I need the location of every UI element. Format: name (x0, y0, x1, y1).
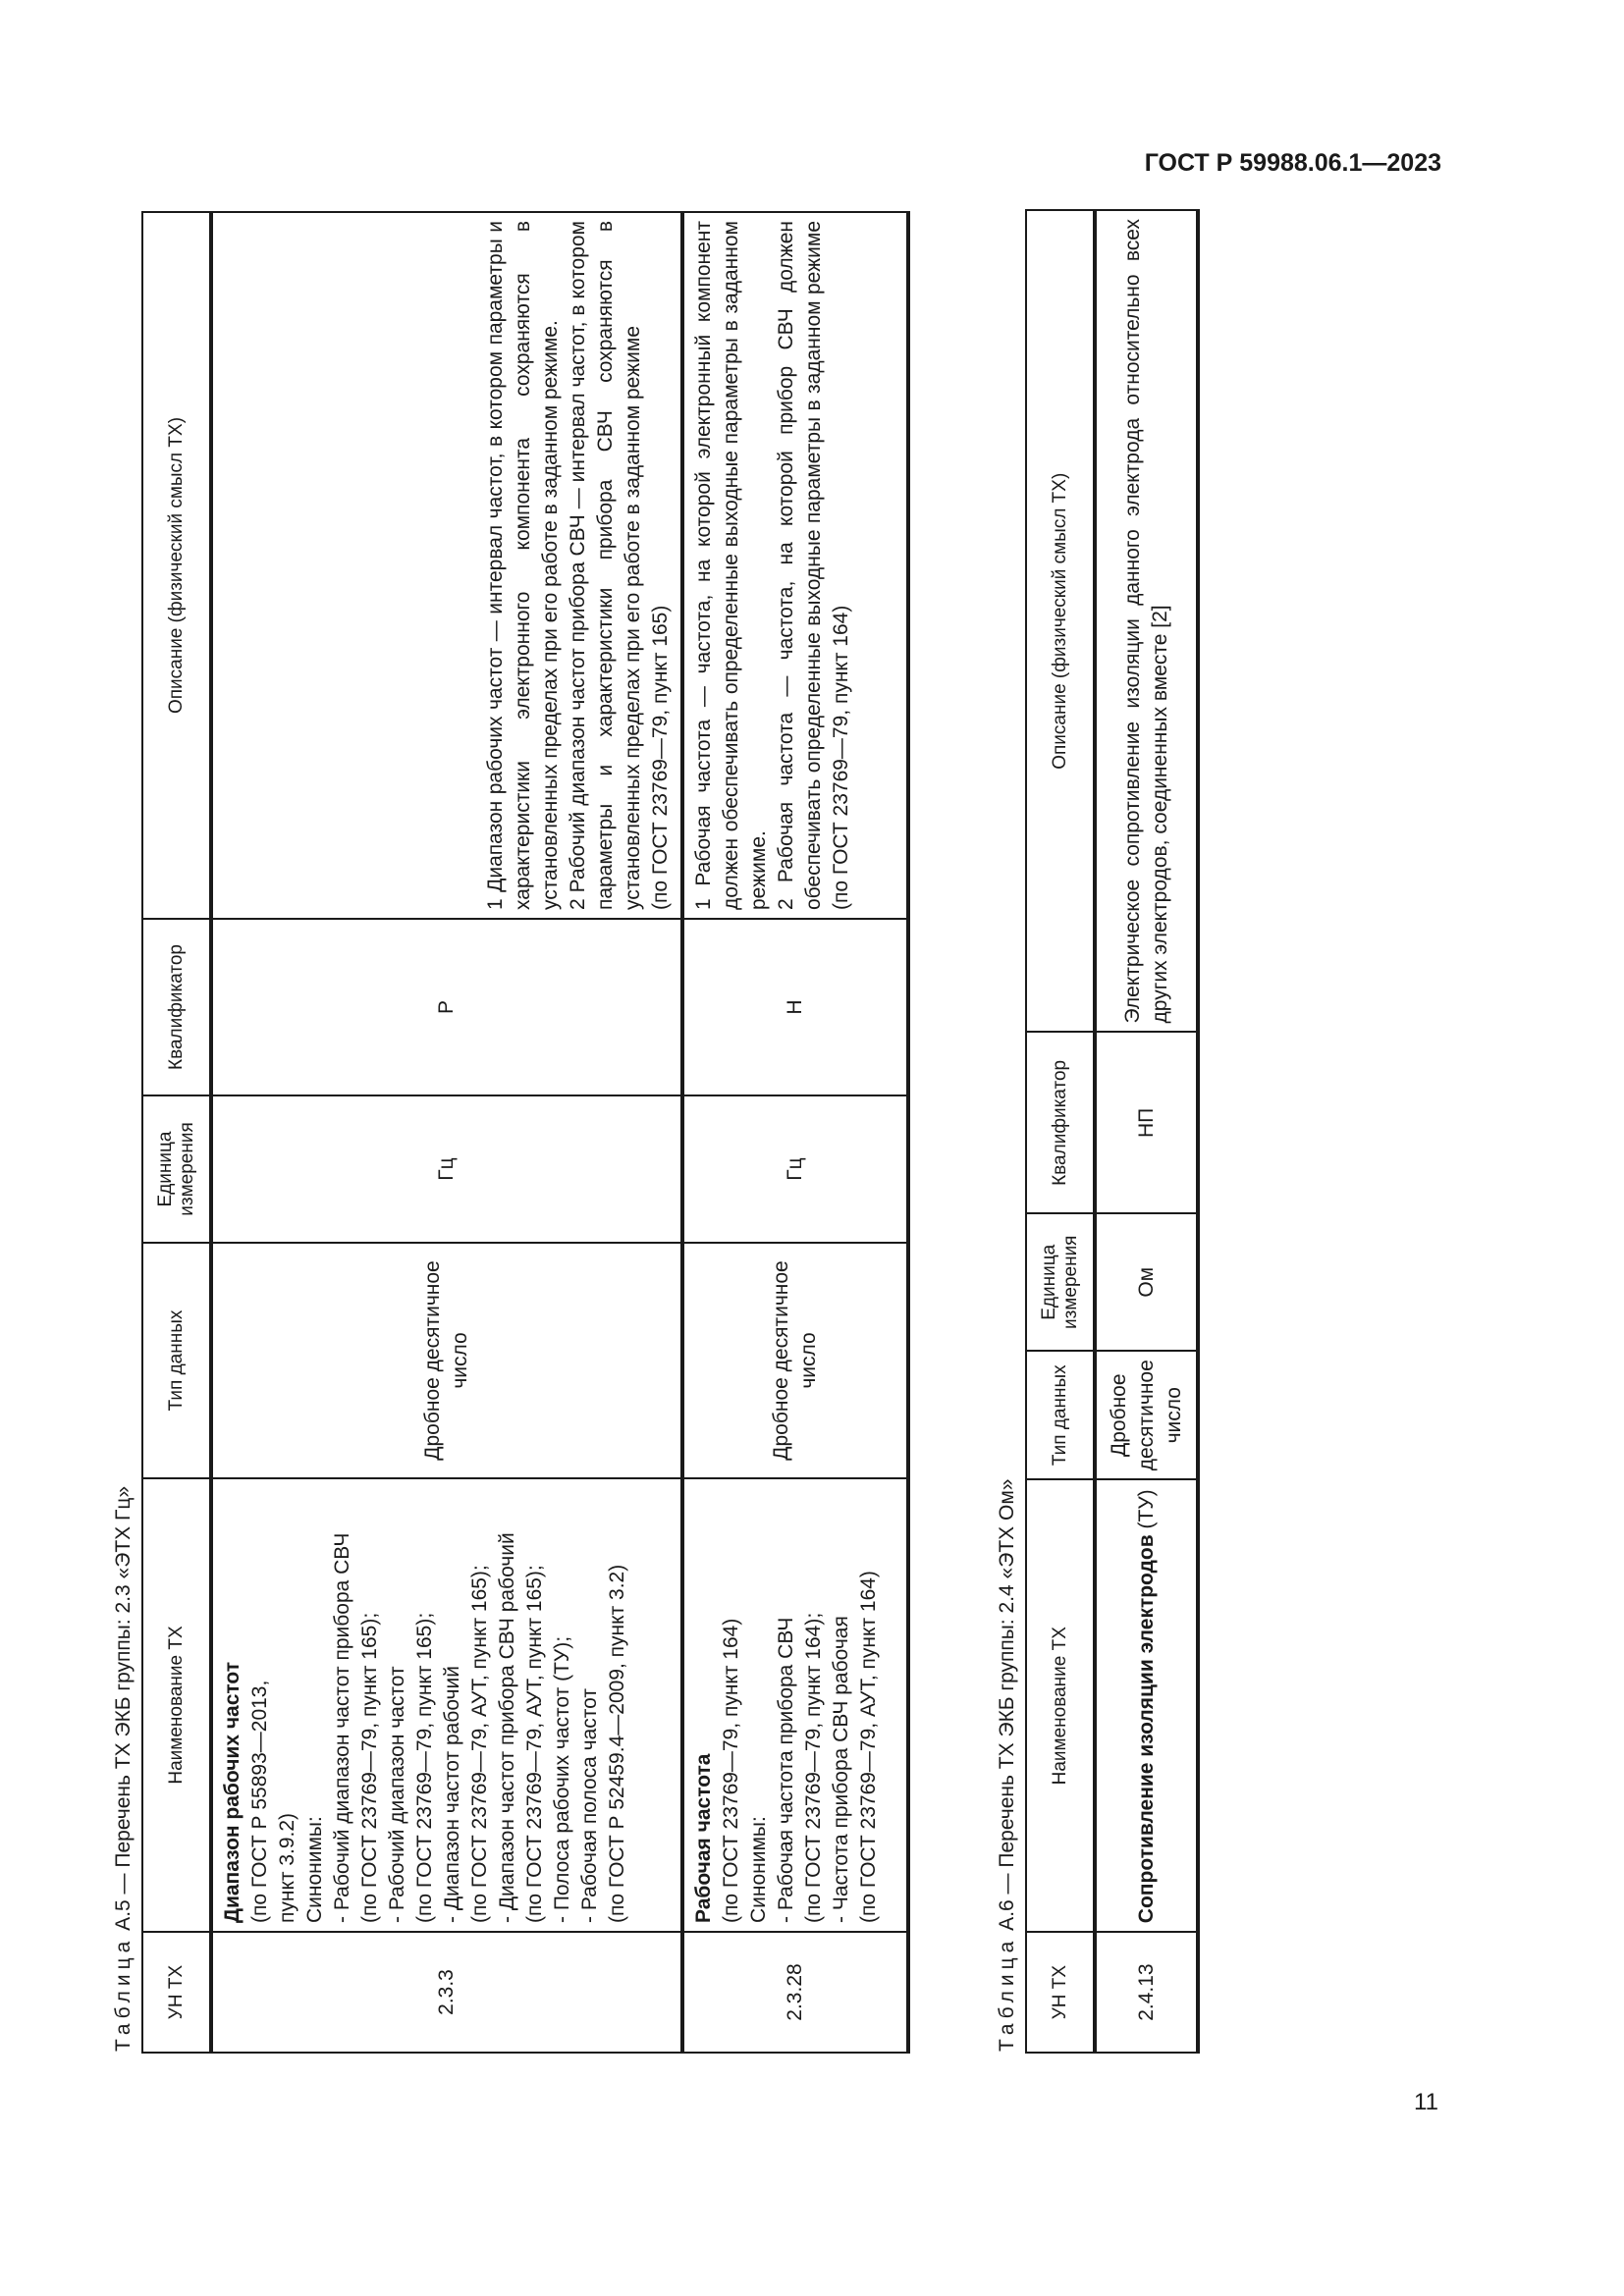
page-number: 11 (1414, 2089, 1438, 2115)
cell-unit: Гц (682, 1095, 908, 1243)
col-header-description: Описание (физический смысл ТХ) (142, 212, 211, 919)
description-line: 1 Рабочая частота — частота, на которой электронный компонент должен обеспечивать определенные выходные параметры в заданном режиме. (692, 221, 770, 910)
table-a5-block (110, 209, 969, 2059)
name-line: - Рабочий диапазон частот (386, 1666, 408, 1923)
name-line: Синонимы: (747, 1816, 770, 1923)
description-line: 1 Диапазон рабочих частот — интервал частот, в котором параметры и характеристики электронного компонента сохраняются в установленных пределах при его работе в заданном режиме. (484, 221, 562, 910)
standard-designation: ГОСТ Р 59988.06.1—2023 (1144, 149, 1441, 177)
cell-code: 2.3.28 (682, 1932, 908, 2053)
description-line: 2 Рабочая частота — частота, на которой прибор СВЧ должен обеспечивать определенные выходные параметры в заданном режиме (по ГОСТ 23769—79, пункт 164) (775, 221, 852, 910)
cell-name (1095, 1479, 1198, 1932)
table-row (1095, 210, 1198, 2053)
col-header-unit: Единица измерения (142, 1095, 211, 1243)
name-bold: Рабочая частота (692, 1753, 715, 1923)
col-header-description: Описание (физический смысл ТХ) (1026, 210, 1095, 1032)
name-line: - Диапазон частот рабочий (441, 1666, 463, 1923)
caption-text: А.5 — Перечень ТХ ЭКБ группы: 2.3 «ЭТХ Гц» (112, 1485, 135, 1931)
col-header-unit: Единица измерения (1026, 1213, 1095, 1351)
cell-code: 2.4.13 (1095, 1932, 1198, 2053)
col-header-qualifier: Квалификатор (142, 919, 211, 1095)
name-line: (по ГОСТ 23769—79, пункт 164) (720, 1618, 742, 1923)
caption-text: А.6 — Перечень ТХ ЭКБ группы: 2.4 «ЭТХ Ом» (996, 1478, 1018, 1931)
name-line: (по ГОСТ Р 52459.4—2009, пункт 3.2) (606, 1564, 628, 1923)
name-line: - Рабочая полоса частот (578, 1688, 601, 1923)
name-line: (по ГОСТ 23769—79, пункт 165); (358, 1612, 381, 1923)
col-header-type: Тип данных (142, 1243, 211, 1478)
table-a5-caption (110, 209, 141, 2059)
table-row (211, 212, 682, 2053)
cell-type: Дробное десятичное число (211, 1243, 682, 1478)
cell-name (211, 1478, 682, 1932)
name-line: - Полоса рабочих частот (ТУ); (551, 1635, 573, 1923)
cell-type: Дробное десятичное число (1095, 1351, 1198, 1479)
col-header-name: Наименование ТХ (1026, 1479, 1095, 1932)
description-line: 2 Рабочий диапазон частот прибора СВЧ — интервал частот, в котором параметры и характеристики прибора СВЧ сохраняются в установленных пределах при его работе в заданном режиме (567, 221, 644, 910)
table-header-row (1026, 210, 1095, 2053)
description-line: (по ГОСТ 23769—79, пункт 165) (649, 605, 672, 910)
col-header-qualifier: Квалификатор (1026, 1032, 1095, 1213)
cell-description (682, 212, 908, 919)
table-a6-caption (994, 209, 1025, 2059)
name-line: - Рабочая частота прибора СВЧ (775, 1617, 797, 1923)
name-line: (по ГОСТ 23769—79, пункт 164); (802, 1612, 825, 1923)
name-line: (по ГОСТ 23769—79, АУТ, пункт 164) (857, 1571, 880, 1923)
name-bold: Сопротивление изоляции электродов (1134, 1534, 1158, 1924)
name-suffix: (ТУ) (1134, 1489, 1158, 1529)
name-bold: Диапазон рабочих частот (221, 1662, 244, 1923)
cell-unit: Ом (1095, 1213, 1198, 1351)
name-line: пункт 3.9.2) (276, 1812, 298, 1923)
col-header-name: Наименование ТХ (142, 1478, 211, 1932)
name-line: - Частота прибора СВЧ рабочая (830, 1616, 852, 1923)
name-line: (по ГОСТ 23769—79, АУТ, пункт 165); (523, 1565, 546, 1923)
table-a5 (141, 211, 910, 2054)
cell-type: Дробное десятичное число (682, 1243, 908, 1478)
name-line: (по ГОСТ 23769—79, пункт 165); (413, 1612, 436, 1923)
caption-prefix: Таблица (112, 1936, 135, 2052)
cell-description: Электрическое сопротивление изоляции данного электрода относительно всех других электродов, соединенных вместе [2] (1095, 210, 1198, 1032)
table-header-row (142, 212, 211, 2053)
col-header-code: УН ТХ (142, 1932, 211, 2053)
name-line: - Диапазон частот прибора СВЧ рабочий (496, 1532, 518, 1923)
cell-qualifier: Р (211, 919, 682, 1095)
cell-qualifier: Н (682, 919, 908, 1095)
table-a6 (1025, 209, 1200, 2054)
col-header-code: УН ТХ (1026, 1932, 1095, 2053)
cell-qualifier: НП (1095, 1032, 1198, 1213)
cell-code: 2.3.3 (211, 1932, 682, 2053)
name-line: Синонимы: (303, 1816, 326, 1923)
cell-description (211, 212, 682, 919)
col-header-type: Тип данных (1026, 1351, 1095, 1479)
name-line: (по ГОСТ Р 55893—2013, (248, 1680, 271, 1923)
table-a6-block (994, 209, 1298, 2059)
cell-unit: Гц (211, 1095, 682, 1243)
cell-name (682, 1478, 908, 1932)
name-line: (по ГОСТ 23769—79, АУТ, пункт 165); (468, 1565, 491, 1923)
name-line: - Рабочий диапазон частот прибора СВЧ (331, 1532, 353, 1923)
caption-prefix: Таблица (996, 1936, 1018, 2052)
table-row (682, 212, 908, 2053)
